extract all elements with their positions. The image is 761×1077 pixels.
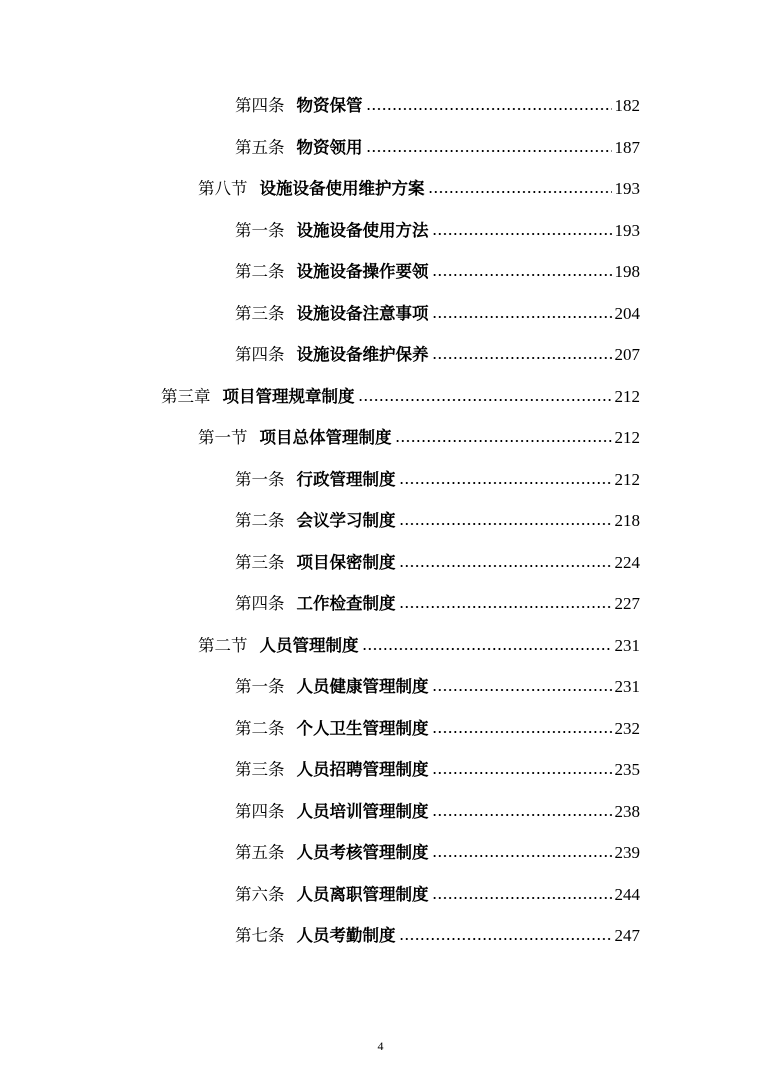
toc-entry[interactable] <box>235 213 640 241</box>
toc-entry-number: 第三条 <box>235 303 285 323</box>
toc-entry-number: 第三条 <box>235 760 285 779</box>
toc-entry-page: 244 <box>614 884 640 904</box>
toc-entry-number: 第二条 <box>235 262 285 281</box>
toc-entry[interactable] <box>235 752 640 780</box>
toc-entry[interactable] <box>235 669 640 697</box>
toc-entry-number: 第三章 <box>161 386 211 406</box>
toc-entry-number: 第四条 <box>235 96 285 115</box>
toc-entry[interactable] <box>235 877 640 905</box>
toc-entry[interactable] <box>235 503 640 531</box>
toc-entry-page: 231 <box>614 677 640 696</box>
toc-entry-title: 项目保密制度 <box>296 552 396 572</box>
toc-entry-number: 第一条 <box>235 677 285 696</box>
toc-entry[interactable] <box>198 628 640 656</box>
dot-leader <box>432 812 612 818</box>
toc-entry-title: 行政管理制度 <box>296 469 396 489</box>
toc-entry-number: 第六条 <box>235 884 285 904</box>
toc-entry-title: 人员健康管理制度 <box>296 677 429 696</box>
toc-entry[interactable] <box>235 794 640 822</box>
dot-leader <box>432 853 612 859</box>
toc-entry-page: 238 <box>614 801 640 821</box>
page-number: 4 <box>377 1039 384 1053</box>
toc-entry-title: 物资领用 <box>296 137 363 157</box>
toc-entry-title: 项目总体管理制度 <box>259 428 392 447</box>
toc-entry-page: 193 <box>614 179 640 198</box>
toc-entry-title: 人员考核管理制度 <box>296 843 429 862</box>
toc-entry[interactable] <box>235 545 640 573</box>
dot-leader <box>362 646 612 652</box>
toc-entry-title: 项目管理规章制度 <box>222 386 355 406</box>
dot-leader <box>428 189 612 195</box>
toc-entry-page: 239 <box>614 843 640 862</box>
dot-leader <box>399 563 612 569</box>
toc-entry-number: 第四条 <box>235 594 285 613</box>
toc-entry[interactable] <box>235 586 640 614</box>
toc-entry[interactable] <box>235 337 640 365</box>
toc-entry-page: 218 <box>614 511 640 530</box>
toc-entry-page: 182 <box>614 96 640 115</box>
toc-entry-title: 设施设备维护保养 <box>296 345 429 364</box>
dot-leader <box>366 148 612 154</box>
dot-leader <box>399 936 612 942</box>
toc-entry-page: 232 <box>614 718 640 738</box>
dot-leader <box>432 895 612 901</box>
toc-entry-number: 第二条 <box>235 511 285 530</box>
toc-entry-title: 设施设备注意事项 <box>296 303 429 323</box>
toc-entry-title: 人员离职管理制度 <box>296 884 429 904</box>
toc-entry-page: 207 <box>614 345 640 364</box>
toc-entry-page: 212 <box>614 428 640 447</box>
toc-entry[interactable] <box>235 254 640 282</box>
dot-leader <box>432 231 612 237</box>
toc-entry[interactable] <box>235 130 640 158</box>
toc-entry-number: 第三条 <box>235 552 285 572</box>
toc-entry-title: 物资保管 <box>296 96 363 115</box>
toc-entry-title: 设施设备使用方法 <box>296 220 429 240</box>
dot-leader <box>432 729 612 735</box>
dot-leader <box>366 106 612 112</box>
dot-leader <box>432 272 612 278</box>
toc-entry[interactable] <box>198 171 640 199</box>
toc-entry-page: 198 <box>614 262 640 281</box>
toc-entry[interactable] <box>235 296 640 324</box>
toc-entry-title: 设施设备操作要领 <box>296 262 429 281</box>
toc-entry-title: 工作检查制度 <box>296 594 396 613</box>
toc-entry-number: 第五条 <box>235 137 285 157</box>
dot-leader <box>432 314 612 320</box>
dot-leader <box>395 438 612 444</box>
toc-entry-title: 设施设备使用维护方案 <box>259 179 425 198</box>
toc-entry-number: 第四条 <box>235 801 285 821</box>
toc-entry-page: 212 <box>614 469 640 489</box>
toc-entry-page: 187 <box>614 137 640 157</box>
toc-entry-page: 224 <box>614 552 640 572</box>
toc-entry-number: 第八节 <box>198 179 248 198</box>
dot-leader <box>358 397 612 403</box>
toc-entry-page: 235 <box>614 760 640 779</box>
toc-entry-page: 193 <box>614 220 640 240</box>
toc-entry-page: 227 <box>614 594 640 613</box>
toc-entry-number: 第四条 <box>235 345 285 364</box>
toc-entry-title: 人员培训管理制度 <box>296 801 429 821</box>
toc-entry-number: 第五条 <box>235 843 285 862</box>
dot-leader <box>399 480 612 486</box>
toc-entry-number: 第二条 <box>235 718 285 738</box>
toc-entry-page: 247 <box>614 926 640 945</box>
toc-entry-title: 人员考勤制度 <box>296 926 396 945</box>
dot-leader <box>432 770 612 776</box>
toc-entry[interactable] <box>235 835 640 863</box>
toc-entry-title: 会议学习制度 <box>296 511 396 530</box>
toc-entry[interactable] <box>198 420 640 448</box>
toc-entry-page: 212 <box>614 386 640 406</box>
dot-leader <box>399 521 612 527</box>
dot-leader <box>399 604 612 610</box>
toc-entry[interactable] <box>235 462 640 490</box>
toc-entry-page: 204 <box>614 303 640 323</box>
toc-entry-page: 231 <box>614 635 640 655</box>
dot-leader <box>432 355 612 361</box>
toc-entry-title: 个人卫生管理制度 <box>296 718 429 738</box>
dot-leader <box>432 687 612 693</box>
toc-entry[interactable] <box>161 379 640 407</box>
toc-entry-number: 第二节 <box>198 635 248 655</box>
toc-entry-number: 第一条 <box>235 469 285 489</box>
toc-entry-number: 第七条 <box>235 926 285 945</box>
toc-entry[interactable] <box>235 88 640 116</box>
toc-entry-number: 第一条 <box>235 220 285 240</box>
toc-entry-title: 人员管理制度 <box>259 635 359 655</box>
toc-entry[interactable] <box>235 918 640 946</box>
toc-entry-title: 人员招聘管理制度 <box>296 760 429 779</box>
toc-entry[interactable] <box>235 711 640 739</box>
toc-entry-number: 第一节 <box>198 428 248 447</box>
